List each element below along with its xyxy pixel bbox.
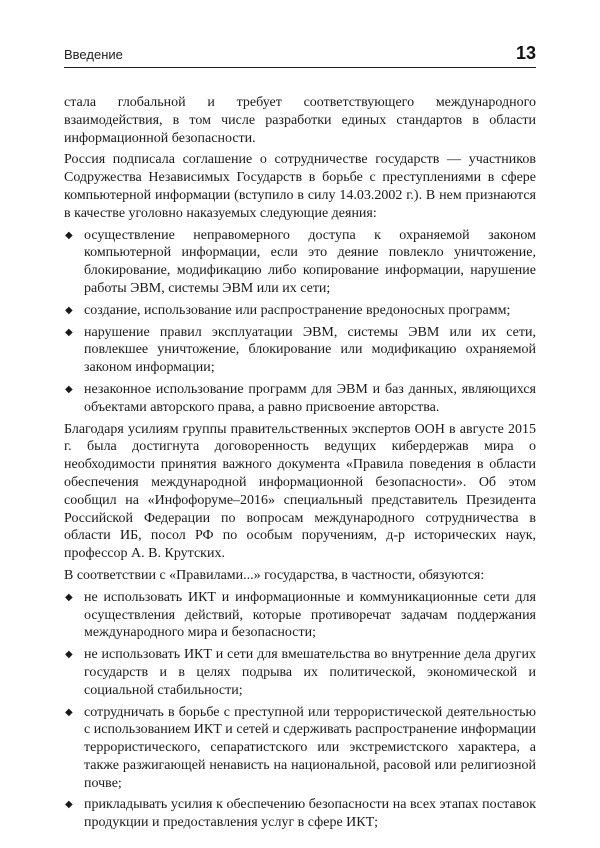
diamond-bullet-icon: ◆ bbox=[65, 383, 73, 395]
list-item-text: прикладывать усилия к обеспечению безопасности на всех этапах поставок продукции и предоставления услуг в сфере ИКТ; bbox=[84, 797, 536, 831]
list-item bbox=[64, 704, 536, 793]
criminal-acts-list bbox=[64, 227, 536, 417]
diamond-bullet-icon: ◆ bbox=[65, 649, 73, 661]
list-item bbox=[64, 324, 536, 377]
diamond-bullet-icon: ◆ bbox=[65, 706, 73, 718]
list-item-text: не использовать ИКТ и информационные и коммуникационные сети для осуществления действий, которые противоречат задачам поддержания международного мира и безопасности; bbox=[84, 589, 536, 641]
diamond-bullet-icon: ◆ bbox=[65, 591, 73, 603]
state-obligations-list bbox=[64, 589, 536, 832]
running-header bbox=[64, 44, 536, 68]
list-item-text: создание, использование или распространение вредоносных программ; bbox=[84, 302, 511, 318]
list-item bbox=[64, 302, 536, 320]
diamond-bullet-icon: ◆ bbox=[65, 799, 73, 811]
diamond-bullet-icon: ◆ bbox=[65, 229, 73, 241]
paragraph-cis-agreement: Россия подписала соглашение о сотрудничестве государств — участников Содружества Независимых Государств в борьбе с преступлениями в сфере компьютерной информации (вступило в силу 14.03.2002 г.). В нем признаются в качестве уголовно наказуемых следующие деяния: bbox=[64, 152, 536, 221]
diamond-bullet-icon: ◆ bbox=[65, 326, 73, 338]
page-number: 13 bbox=[515, 43, 536, 63]
list-item-text: осуществление неправомерного доступа к охраняемой законом компьютерной информации, если это деяние повлекло уничтожение, блокирование, модификацию либо копирование информации, нарушение работы ЭВМ, системы ЭВМ или их сети; bbox=[84, 227, 536, 296]
list-item bbox=[64, 381, 536, 417]
paragraph-intro: стала глобальной и требует соответствующего международного взаимодействия, в том числе разработки единых стандартов в области информационной безопасности. bbox=[64, 95, 536, 146]
page-body bbox=[64, 94, 536, 836]
list-item bbox=[64, 589, 536, 642]
list-item bbox=[64, 646, 536, 699]
list-item-text: сотрудничать в борьбе с преступной или террористической деятельностью с использованием ИКТ и сетей и сдерживать распространение информации террористического, сепаратистского или экстремистского характера, а также разжигающей ненависть на национальной, расовой или религиозной почве; bbox=[84, 704, 536, 791]
paragraph-rules-intro: В соответствии с «Правилами...» государства, в частности, обязуются: bbox=[64, 567, 485, 583]
list-item-text: нарушение правил эксплуатации ЭВМ, системы ЭВМ или их сети, повлекшее уничтожение, блокирование или модификацию охраняемой законом информации; bbox=[84, 324, 536, 376]
diamond-bullet-icon: ◆ bbox=[65, 304, 73, 316]
section-title: Введение bbox=[64, 47, 123, 62]
list-item-text: не использовать ИКТ и сети для вмешательства во внутренние дела других государств и в целях подрыва их политической, экономической и социальной стабильности; bbox=[84, 647, 536, 698]
list-item-text: незаконное использование программ для ЭВМ и баз данных, являющихся объектами авторского права, а равно присвоение авторства. bbox=[84, 381, 536, 415]
list-item bbox=[64, 227, 536, 298]
list-item bbox=[64, 796, 536, 832]
paragraph-un-experts: Благодаря усилиям группы правительственных экспертов ООН в августе 2015 г. была достигнута договоренность ведущих кибердержав мира о необходимости принятия важного документа «Правила поведения в области обеспечения международной информационной безопасности». Об этом сообщил на «Инфофоруме–2016» специальный представитель Президента Российской Федерации по вопросам международного сотрудничества в области ИБ, посол РФ по особым поручениям, д-р исторических наук, профессор А. В. Крутских. bbox=[64, 421, 536, 562]
